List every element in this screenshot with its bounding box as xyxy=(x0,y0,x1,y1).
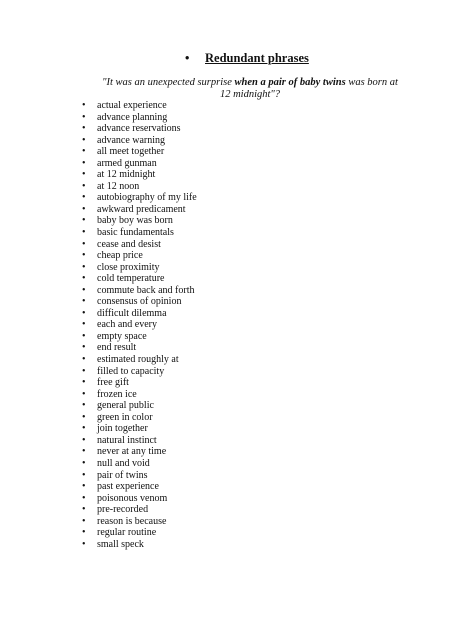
list-bullet: • xyxy=(82,238,86,250)
list-bullet: • xyxy=(82,527,86,539)
list-bullet: • xyxy=(82,203,86,215)
phrase-text: empty space xyxy=(97,330,147,342)
list-bullet: • xyxy=(82,261,86,273)
list-bullet: • xyxy=(82,307,86,319)
list-bullet: • xyxy=(82,227,86,239)
list-bullet: • xyxy=(82,123,86,135)
list-bullet: • xyxy=(82,180,86,192)
phrase-text: cheap price xyxy=(97,250,143,262)
list-bullet: • xyxy=(82,296,86,308)
phrase-text: awkward predicament xyxy=(97,203,186,215)
list-bullet: • xyxy=(82,284,86,296)
phrase-text: small speck xyxy=(97,538,144,550)
list-bullet: • xyxy=(82,354,86,366)
phrase-text: all meet together xyxy=(97,146,165,158)
phrase-text: estimated roughly at xyxy=(97,354,179,366)
list-bullet: • xyxy=(82,330,86,342)
phrase-text: advance reservations xyxy=(97,123,181,135)
phrase-text: end result xyxy=(97,342,137,354)
list-bullet: • xyxy=(82,446,86,458)
phrase-text: autobiography of my life xyxy=(97,192,197,204)
list-bullet: • xyxy=(82,192,86,204)
list-bullet: • xyxy=(82,319,86,331)
phrase-text: commute back and forth xyxy=(97,284,195,296)
quote-text-after: was born at 12 midnight"? xyxy=(219,77,398,100)
phrase-text: pair of twins xyxy=(97,469,148,481)
list-bullet: • xyxy=(82,169,86,181)
quote-text-bold: when a pair of baby twins xyxy=(234,77,346,88)
phrase-text: baby boy was born xyxy=(97,215,173,227)
list-bullet: • xyxy=(82,111,86,123)
list-bullet: • xyxy=(82,411,86,423)
list-bullet: • xyxy=(82,365,86,377)
section-title: Redundant phrases xyxy=(205,51,309,65)
list-bullet: • xyxy=(82,273,86,285)
list-bullet: • xyxy=(82,504,86,516)
list-bullet: • xyxy=(82,457,86,469)
phrase-text: each and every xyxy=(97,319,157,331)
phrase-text: armed gunman xyxy=(97,157,157,169)
list-bullet: • xyxy=(82,146,86,158)
phrase-text: at 12 midnight xyxy=(97,169,156,181)
phrase-text: consensus of opinion xyxy=(97,296,182,308)
phrase-text: never at any time xyxy=(97,446,167,458)
list-bullet: • xyxy=(82,538,86,550)
heading-bullet: • xyxy=(185,51,190,65)
phrase-text: past experience xyxy=(97,481,159,493)
list-bullet: • xyxy=(82,377,86,389)
list-bullet: • xyxy=(82,469,86,481)
phrase-text: cold temperature xyxy=(97,273,165,285)
phrase-text: close proximity xyxy=(97,261,160,273)
phrase-text: regular routine xyxy=(97,527,157,539)
list-bullet: • xyxy=(82,388,86,400)
phrase-text: filled to capacity xyxy=(97,365,165,377)
section-heading xyxy=(185,51,309,66)
phrase-text: difficult dilemma xyxy=(97,307,167,319)
list-bullet: • xyxy=(82,515,86,527)
quote-text-before: "It was an unexpected surprise xyxy=(102,77,235,88)
list-bullet: • xyxy=(82,423,86,435)
phrase-text: green in color xyxy=(97,411,153,423)
phrase-text: null and void xyxy=(97,457,150,469)
list-bullet: • xyxy=(82,400,86,412)
phrase-text: pre-recorded xyxy=(97,504,149,516)
phrase-text: cease and desist xyxy=(97,238,161,250)
list-bullet: • xyxy=(82,250,86,262)
list-bullet: • xyxy=(82,434,86,446)
phrase-text: advance planning xyxy=(97,111,168,123)
phrase-text: advance warning xyxy=(97,134,166,146)
list-bullet: • xyxy=(82,157,86,169)
phrase-text: reason is because xyxy=(97,515,167,527)
list-bullet: • xyxy=(82,100,86,111)
phrase-text: natural instinct xyxy=(97,434,157,446)
phrase-text: free gift xyxy=(97,377,129,389)
phrase-text: basic fundamentals xyxy=(97,227,174,239)
list-bullet: • xyxy=(82,134,86,146)
list-bullet: • xyxy=(82,342,86,354)
phrase-text: join together xyxy=(97,423,148,435)
list-bullet: • xyxy=(82,481,86,493)
list-bullet: • xyxy=(82,492,86,504)
phrase-text: general public xyxy=(97,400,154,412)
phrase-text: poisonous venom xyxy=(97,492,168,504)
list-bullet: • xyxy=(82,215,86,227)
phrase-text: actual experience xyxy=(97,100,167,111)
phrase-text: frozen ice xyxy=(97,388,137,400)
example-quote xyxy=(100,77,400,101)
phrase-text: at 12 noon xyxy=(97,180,140,192)
